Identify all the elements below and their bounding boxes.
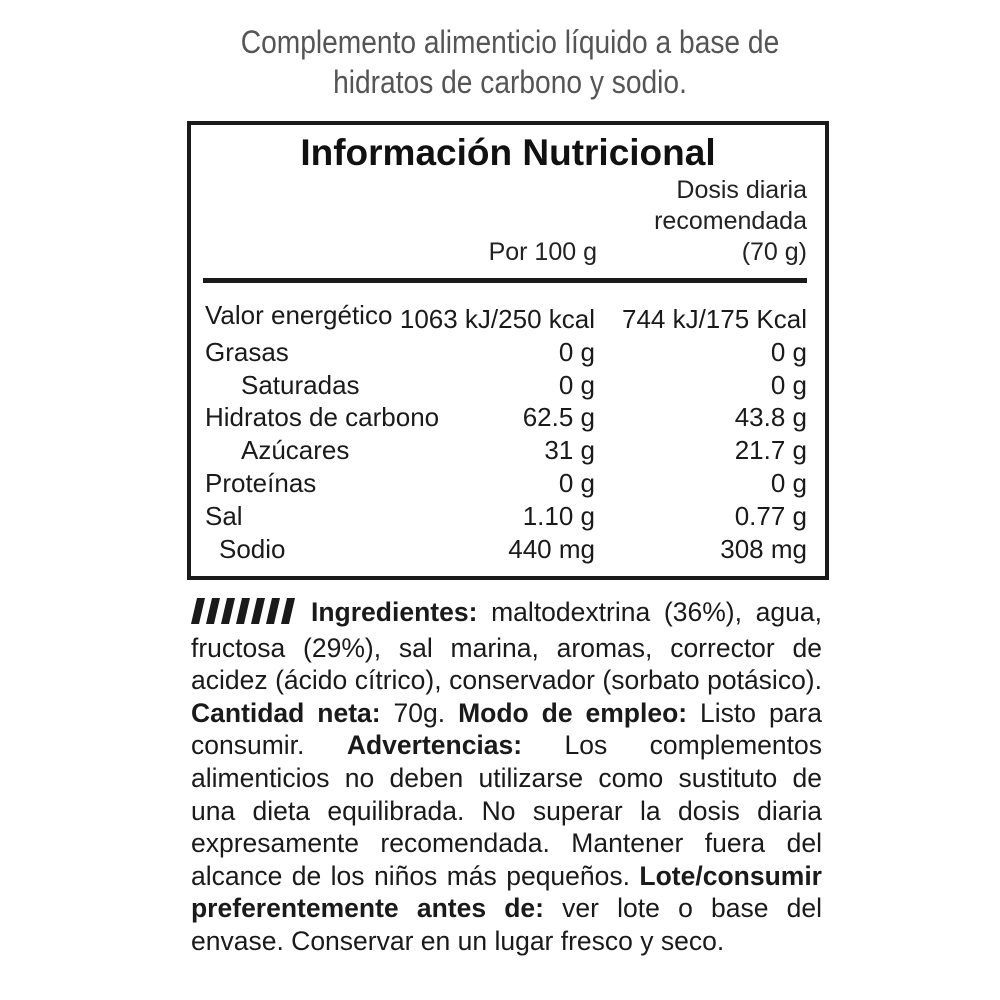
header-divider [203, 278, 807, 283]
nutrition-row-fat [205, 336, 807, 369]
row-value-daily: 21.7 g [734, 435, 807, 466]
net-quantity-text: 70g. [380, 697, 459, 728]
nutrition-row-salt [205, 500, 807, 533]
row-value-daily: 0.77 g [734, 500, 807, 531]
row-value-daily: 0 g [770, 336, 807, 367]
lot-label: Lote/consumir preferentemente antes de: [191, 860, 822, 924]
product-description: Complemento alimenticio líquido a base de hidratos de carbono y sodio. [240, 24, 780, 100]
per-100g-header: Por 100 g [488, 238, 597, 266]
nutrition-row-sodium [205, 533, 807, 566]
row-value-per100: 31 g [544, 435, 595, 466]
row-value-daily: 308 mg [720, 533, 807, 564]
warnings-text: Los complementos alimenticios no deben utilizarse como sustituto de una dieta equilibrada. No superar la dosis diaria expresamente recomendada. Mantener fuera del alcance de los niños más pequeños. [191, 730, 822, 891]
daily-dose-header-line2: recomendada [654, 207, 807, 235]
row-value-per100: 0 g [558, 369, 595, 400]
row-value-per100: 0 g [558, 336, 595, 367]
row-label: Azúcares [241, 435, 350, 466]
row-label: Proteínas [205, 467, 317, 498]
row-label: Sal [205, 500, 243, 531]
diagonal-stripes-icon [191, 598, 303, 632]
ingredients-block [191, 596, 822, 958]
net-quantity-label: Cantidad neta: [191, 697, 381, 728]
ingredients-label: Ingredientes: [311, 597, 478, 627]
nutrition-row-energy [205, 300, 807, 336]
row-value-daily: 0 g [770, 467, 807, 498]
row-value-daily: 0 g [770, 369, 807, 400]
usage-text: Listo para consumir. [191, 697, 822, 761]
nutrition-row-saturated [205, 369, 807, 402]
ingredients-text: maltodextrina (36%), agua, fructosa (29%), sal marina, aromas, corrector de acidez (ácido cítrico), conservador (sorbato potásico). [191, 597, 822, 696]
nutrition-row-carbohydrates [205, 401, 807, 434]
nutrition-row-protein [205, 467, 807, 500]
warnings-label: Advertencias: [346, 730, 523, 761]
row-label: Sodio [219, 533, 286, 564]
lot-text: ver lote o base del envase. Conservar en un lugar fresco y seco. [191, 893, 823, 956]
nutrition-facts-panel [187, 121, 829, 580]
row-value-per100: 1063 kJ/250 kcal [399, 304, 595, 334]
row-value-per100: 62.5 g [522, 402, 595, 433]
row-value-daily: 744 kJ/175 Kcal [621, 304, 807, 334]
nutrition-title: Información Nutricional [300, 132, 716, 173]
row-value-per100: 1.10 g [522, 500, 595, 531]
diagonal-stripes-icon-svg [191, 598, 303, 624]
nutrition-row-sugars [205, 434, 807, 467]
row-value-per100: 440 mg [508, 533, 595, 564]
row-value-daily: 43.8 g [734, 402, 807, 433]
daily-dose-header [607, 175, 807, 268]
row-label: Valor energético [205, 300, 393, 330]
daily-dose-header-line1: Dosis diaria [676, 176, 807, 204]
nutrition-rows [205, 300, 807, 565]
row-label: Hidratos de carbono [205, 402, 440, 433]
row-label: Saturadas [241, 369, 360, 400]
row-label: Grasas [205, 336, 289, 367]
usage-label: Modo de empleo: [458, 697, 688, 728]
row-value-per100: 0 g [558, 467, 595, 498]
daily-dose-header-line3: (70 g) [741, 238, 807, 266]
